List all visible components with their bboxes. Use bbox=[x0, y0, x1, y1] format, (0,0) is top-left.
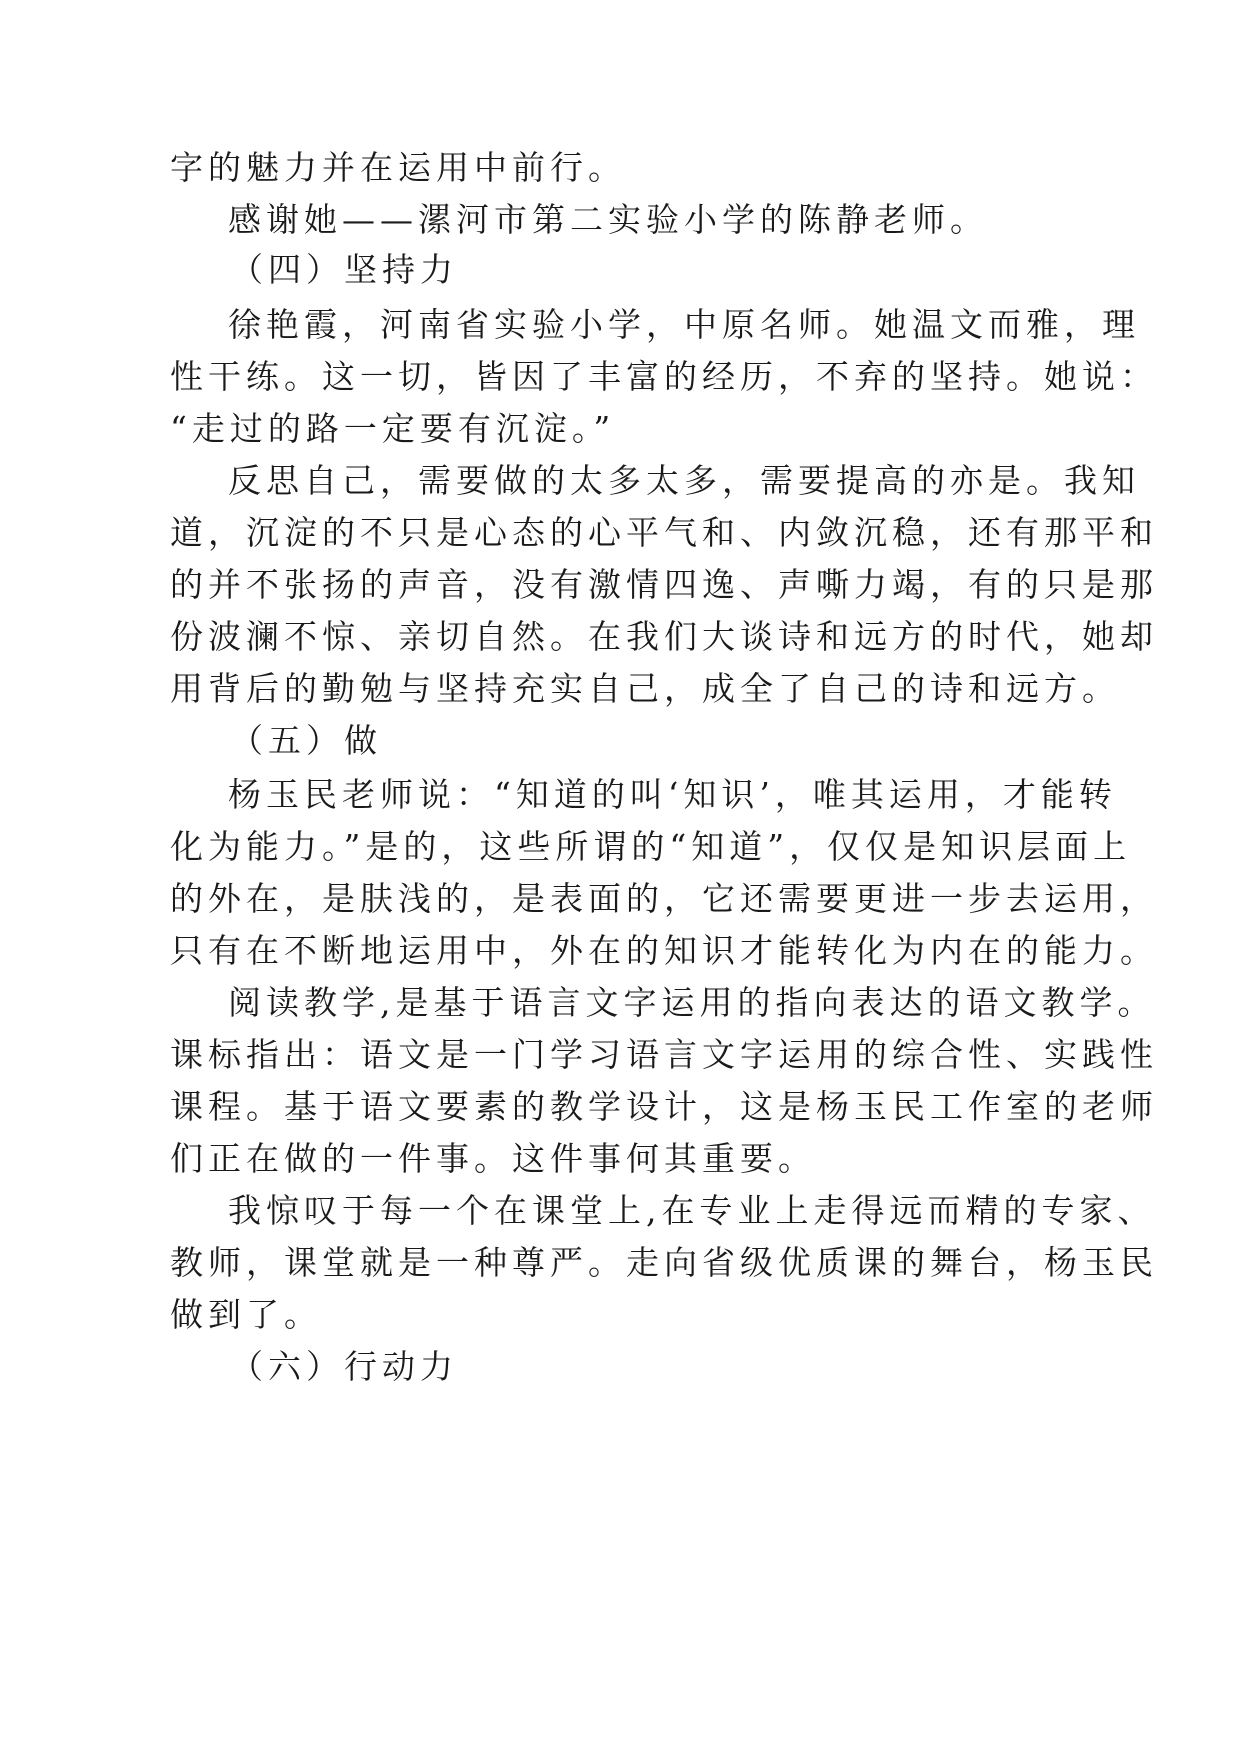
section-heading: （六）行动力 bbox=[230, 1347, 458, 1386]
text-line: 道，沉淀的不只是心态的心平气和、内敛沉稳，还有那平和 bbox=[170, 513, 1158, 552]
text-line: “走过的路一定要有沉淀。” bbox=[170, 409, 616, 448]
text-line: 们正在做的一件事。这件事何其重要。 bbox=[170, 1139, 816, 1178]
section-heading: （五）做 bbox=[230, 721, 382, 760]
text-line: 杨玉民老师说：“知道的叫‘知识’，唯其运用，才能转 bbox=[228, 775, 1117, 814]
text-line: 感谢她——漯河市第二实验小学的陈静老师。 bbox=[228, 200, 988, 239]
text-line: 只有在不断地运用中，外在的知识才能转化为内在的能力。 bbox=[170, 931, 1158, 970]
text-line: 字的魅力并在运用中前行。 bbox=[170, 148, 626, 187]
text-line: 阅读教学,是基于语言文字运用的指向表达的语文教学。 bbox=[228, 983, 1156, 1022]
text-line: 课程。基于语文要素的教学设计，这是杨玉民工作室的老师 bbox=[170, 1087, 1158, 1126]
text-line: 课标指出：语文是一门学习语言文字运用的综合性、实践性 bbox=[170, 1035, 1158, 1074]
section-heading: （四）坚持力 bbox=[230, 250, 458, 289]
text-line: 用背后的勤勉与坚持充实自己，成全了自己的诗和远方。 bbox=[170, 669, 1120, 708]
text-line: 的外在，是肤浅的，是表面的，它还需要更进一步去运用， bbox=[170, 879, 1158, 918]
text-line: 的并不张扬的声音，没有激情四逸、声嘶力竭，有的只是那 bbox=[170, 565, 1158, 604]
text-line: 做到了。 bbox=[170, 1295, 322, 1334]
text-line: 我惊叹于每一个在课堂上,在专业上走得远而精的专家、 bbox=[228, 1191, 1156, 1230]
text-line: 化为能力。”是的，这些所谓的“知道”，仅仅是知识层面上 bbox=[170, 827, 1132, 866]
text-line: 徐艳霞，河南省实验小学，中原名师。她温文而雅，理 bbox=[228, 305, 1140, 344]
text-line: 份波澜不惊、亲切自然。在我们大谈诗和远方的时代，她却 bbox=[170, 617, 1158, 656]
text-line: 反思自己，需要做的太多太多，需要提高的亦是。我知 bbox=[228, 461, 1140, 500]
text-line: 性干练。这一切，皆因了丰富的经历，不弃的坚持。她说： bbox=[170, 357, 1158, 396]
text-line: 教师，课堂就是一种尊严。走向省级优质课的舞台，杨玉民 bbox=[170, 1243, 1158, 1282]
